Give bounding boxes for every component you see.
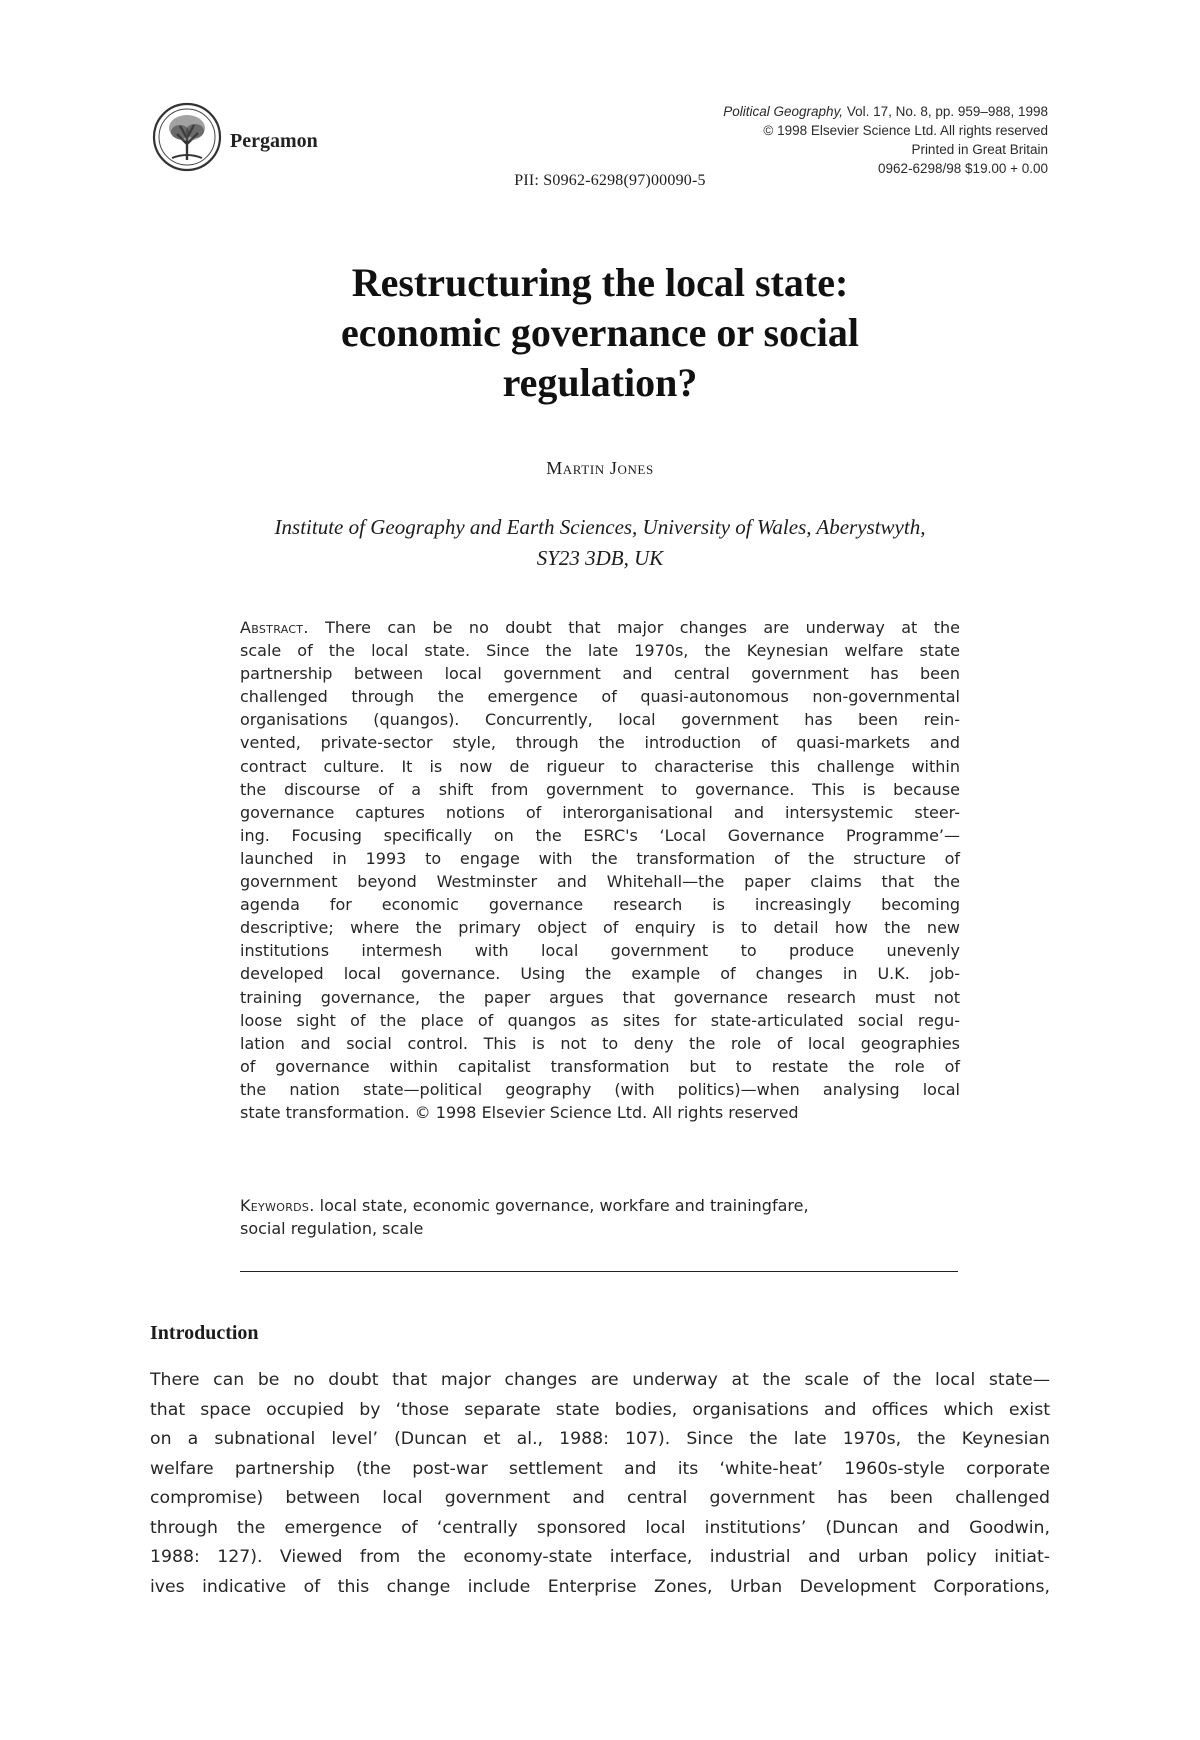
title-line: economic governance or social [340, 310, 860, 355]
citation-price: 0962-6298/98 $19.00 + 0.00 [877, 161, 1048, 176]
affiliation-line: SY23 3DB, UK [536, 546, 664, 570]
article-title [200, 258, 1000, 408]
abstract-line: of governance within capitalist transformation but to restate the role of [240, 1056, 960, 1076]
keywords-text: local state, economic governance, workfare and trainingfare, [319, 1196, 809, 1215]
abstract [240, 616, 960, 1124]
abstract-line: government beyond Westminster and Whitehall—the paper claims that the [240, 872, 960, 892]
abstract-line: organisations (quangos). Concurrently, local government has been rein- [240, 710, 960, 730]
abstract-line: developed local governance. Using the example of changes in U.K. job- [240, 964, 960, 984]
abstract-line: scale of the local state. Since the late 1970s, the Keynesian welfare state [240, 641, 960, 661]
keywords [240, 1194, 960, 1240]
body-line: ives indicative of this change include Enterprise Zones, Urban Development Corporations, [150, 1576, 1050, 1597]
abstract-line [240, 616, 960, 639]
keywords-line [240, 1194, 960, 1217]
elsevier-tree-logo-icon [150, 100, 224, 174]
title-line: regulation? [502, 360, 698, 405]
abstract-line: agenda for economic governance research is increasingly becoming [240, 895, 960, 915]
body-line: compromise) between local government and central government has been challenged [150, 1488, 1050, 1508]
citation-copyright: © 1998 Elsevier Science Ltd. All rights reserved [763, 123, 1048, 138]
abstract-line: institutions intermesh with local government to produce unevenly [240, 941, 960, 961]
publisher-logo [150, 100, 318, 174]
abstract-line: descriptive; where the primary object of enquiry is to detail how the new [240, 918, 960, 938]
publisher-name: Pergamon [230, 129, 318, 152]
abstract-line: governance captures notions of interorganisational and intersystemic steer- [240, 802, 960, 822]
abstract-line: loose sight of the place of quangos as sites for state-articulated social regu- [240, 1010, 960, 1030]
abstract-line: partnership between local government and central government has been [240, 664, 960, 684]
abstract-line: state transformation. © 1998 Elsevier Science Ltd. All rights reserved [240, 1102, 799, 1122]
citation-line-journal [723, 102, 1048, 121]
title-line: Restructuring the local state: [351, 260, 849, 305]
abstract-line: training governance, the paper argues that governance research must not [240, 987, 960, 1007]
body-line: through the emergence of ‘centrally sponsored local institutions’ (Duncan and Goodwin, [150, 1517, 1050, 1538]
abstract-line: ing. Focusing specifically on the ESRC's ‘Local Governance Programme’— [240, 825, 960, 845]
abstract-line: launched in 1993 to engage with the transformation of the structure of [240, 848, 960, 868]
abstract-line: vented, private-sector style, through the introduction of quasi-markets and [240, 733, 960, 753]
keywords-label: Keywords. [240, 1196, 315, 1215]
author-affiliation [150, 512, 1050, 574]
abstract-line: contract culture. It is now de rigueur to characterise this challenge within [240, 756, 960, 776]
body-line: welfare partnership (the post-war settlement and its ‘white-heat’ 1960s-style corporate [150, 1458, 1050, 1479]
body-line: There can be no doubt that major changes are underway at the scale of the local state— [150, 1370, 1050, 1390]
abstract-line: lation and social control. This is not to deny the role of local geographies [240, 1033, 960, 1053]
body-line: 1988: 127). Viewed from the economy-state interface, industrial and urban policy initiat- [150, 1547, 1050, 1567]
introduction-body [150, 1366, 1050, 1602]
section-heading-introduction: Introduction [150, 1322, 259, 1344]
affiliation-line: Institute of Geography and Earth Sciences, University of Wales, Aberystwyth, [274, 515, 926, 539]
abstract-line: the nation state—political geography (with politics)—when analysing local [240, 1079, 960, 1099]
abstract-line: challenged through the emergence of quasi-autonomous non-governmental [240, 687, 960, 707]
journal-name: Political Geography, [723, 104, 844, 119]
author-name: Martin Jones [546, 458, 654, 478]
body-line: on a subnational level’ (Duncan et al., 1988: 107). Since the late 1970s, the Keynesian [150, 1429, 1050, 1449]
keywords-line: social regulation, scale [240, 1219, 424, 1239]
abstract-label: Abstract. [240, 618, 309, 637]
journal-volume: Vol. 17, No. 8, pp. 959–988, 1998 [846, 104, 1048, 119]
body-line: that space occupied by ‘those separate state bodies, organisations and offices which exist [150, 1399, 1050, 1420]
abstract-line: the discourse of a shift from government to governance. This is because [240, 779, 960, 799]
pii-identifier: PII: S0962-6298(97)00090-5 [514, 172, 706, 189]
journal-citation [723, 102, 1048, 178]
abstract-divider [240, 1271, 958, 1272]
abstract-text: There can be no doubt that major changes are underway at the [325, 618, 960, 637]
citation-printed: Printed in Great Britain [911, 142, 1048, 157]
